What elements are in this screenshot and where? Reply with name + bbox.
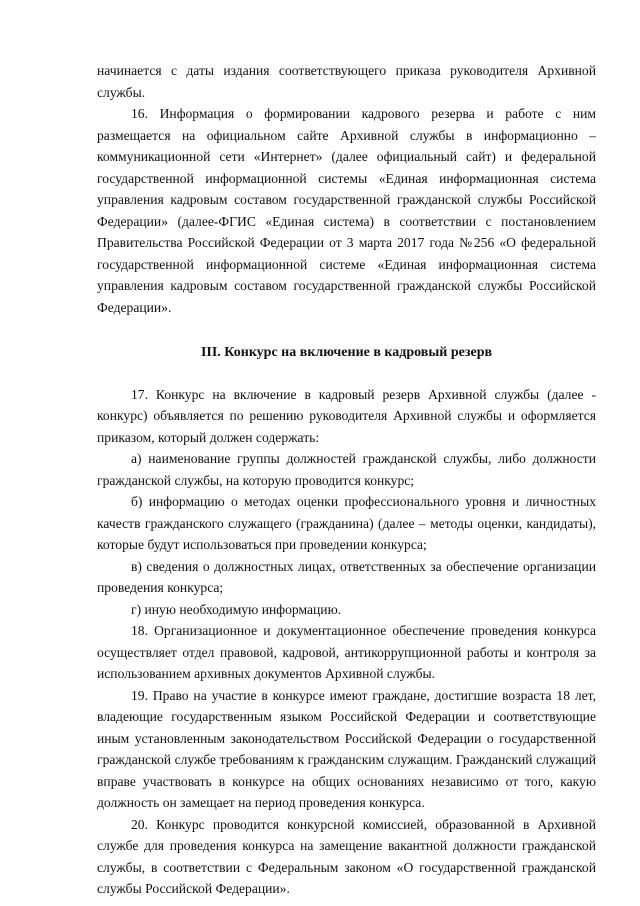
paragraph-17-b: б) информацию о методах оценки профессионального уровня и личностных качеств гражданского служащего (гражданина) (далее – методы оценки, кандидаты), которые будут использоваться при проведении конкурса;	[97, 494, 596, 552]
section-heading: III. Конкурс на включение в кадровый резерв	[200, 345, 493, 360]
paragraph-16: 16. Информация о формировании кадрового резерва и работе с ним размещается на официальном сайте Архивной службы в информационно – коммуникационной сети «Интернет» (далее официальный сайт) и федеральной государственной информационной системы «Единая информационная система управления кадровым составом государственной гражданской службы Российской Федерации» (далее-ФГИС «Единая система) в соответствии с постановлением Правительства Российской Федерации от 3 марта 2017 года №256 «О федеральной государственной информационной системе «Единая информационная система управления кадровым составом государственной гражданской службы Российской Федерации».	[97, 106, 596, 315]
paragraph-17-g: г) иную необходимую информацию.	[131, 601, 342, 617]
paragraph-20: 20. Конкурс проводится конкурсной комиссией, образованной в Архивной службе для проведения конкурса на замещение вакантной должности гражданской службы, в соответствии с Федеральным законом «О государственной гражданской службы Российской Федерации».	[97, 816, 596, 896]
paragraph-18: 18. Организационное и документационное обеспечение проведения конкурса осуществляет отдел правовой, кадровой, антикоррупционной работы и контроля за использованием архивных документов Архивной службы.	[97, 623, 596, 681]
paragraph-continuation: начинается с даты издания соответствующего приказа руководителя Архивной службы.	[97, 63, 596, 100]
paragraph-17-v: в) сведения о должностных лицах, ответственных за обеспечение организации проведения конкурса;	[97, 558, 596, 595]
paragraph-17: 17. Конкурс на включение в кадровый резерв Архивной службы (далее - конкурс) объявляется по решению руководителя Архивной службы и оформляется приказом, который должен содержать:	[97, 386, 596, 445]
paragraph-19: 19. Право на участие в конкурсе имеют граждане, достигшие возраста 18 лет, владеющие государственным языком Российской Федерации и соответствующие иным установленным законодательством Российской Федерации о государственной гражданской службе требованиям к гражданским служащим. Гражданский служащий вправе участвовать в конкурсе на общих основаниях независимо от того, какую должность он замещает на период проведения конкурса.	[97, 687, 596, 810]
paragraph-17-a: а) наименование группы должностей гражданской службы, либо должности гражданской службы, на которую проводится конкурс;	[97, 451, 596, 488]
